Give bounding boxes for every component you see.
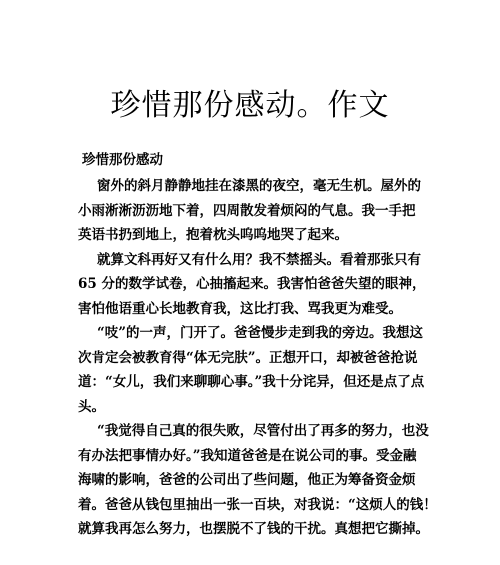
paragraph-4 [78,419,437,542]
paragraph-line: “我觉得自己真的很失败，尽管付出了再多的努力，也没 [97,423,429,439]
paragraph-line: 着。爸爸从钱包里抽出一张一百块，对我说：“这烦人的钱！ [78,496,437,513]
paragraph-line: “吱”的一声，门开了。爸爸慢步走到我的旁边。我想这 [97,325,424,341]
paragraph-line: 就算我再怎么努力，也摆脱不了钱的干扰。真想把它撕掉。 [78,521,429,537]
paragraph-line: 海啸的影响，爸爸的公司出了些问题，他正为筹备资金烦 [78,472,416,488]
paragraph-2 [78,248,426,322]
paragraph-line: 害怕他语重心长地教育我，这比打我、骂我更为难受。 [78,300,402,317]
paragraph-line: 英语书扔到地上，抱着枕头呜呜地哭了起来。 [78,227,348,243]
paragraph-line: 道：“女儿，我们来聊聊心事。”我十分诧异，但还是点了点 [78,374,425,390]
document-title: 珍惜那份感动。作文 [110,88,390,123]
article-body [78,148,437,542]
paragraph-line: 次肯定会被教育得“体无完肤”。正想开口，却被爸爸抢说 [78,349,418,366]
paragraph-line: 65 分的数学试卷，心抽搐起来。我害怕爸爸失望的眼神， [78,276,426,292]
paragraph-line: 有办法把事情办好。”我知道爸爸是在说公司的事。受金融 [78,447,417,464]
paragraph-3 [78,321,423,419]
paragraph-line: 头。 [78,398,105,415]
article-subtitle: 珍惜那份感动 [82,152,163,168]
paragraph-line: 小雨淅淅沥沥地下着，四周散发着烦闷的气息。我一手把 [78,202,416,219]
paragraph-1 [78,174,423,248]
paragraph-line: 窗外的斜月静静地挂在漆黑的夜空，毫无生机。屋外的 [97,178,421,194]
paragraph-line: 就算文科再好又有什么用？我不禁摇头。看着那张只有 [97,251,421,268]
